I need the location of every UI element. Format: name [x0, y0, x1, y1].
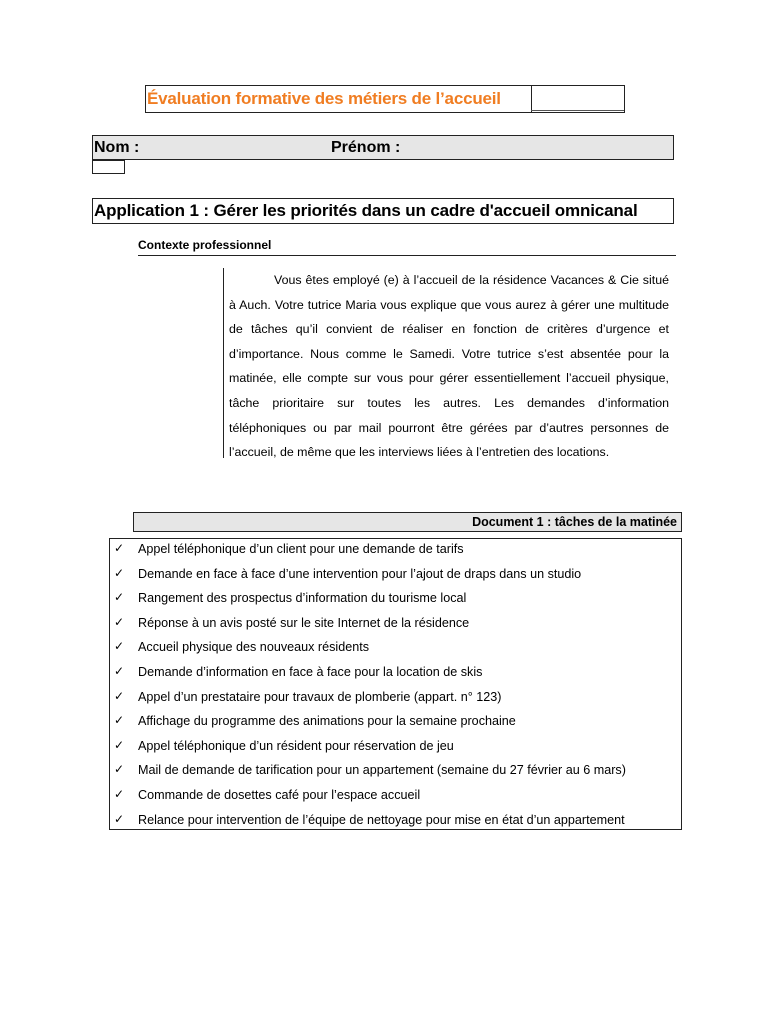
- task-item: [110, 760, 681, 785]
- check-icon: ✓: [114, 811, 125, 826]
- check-icon: ✓: [114, 590, 125, 605]
- small-empty-cell: [92, 160, 125, 174]
- check-icon: ✓: [114, 713, 125, 728]
- task-item: [110, 613, 681, 638]
- task-item: [110, 539, 681, 564]
- task-text: Réponse à un avis posté sur le site Internet de la résidence: [138, 615, 470, 630]
- check-icon: ✓: [114, 786, 125, 801]
- check-icon: ✓: [114, 614, 125, 629]
- task-item: [110, 637, 681, 662]
- task-text: Appel téléphonique d’un client pour une demande de tarifs: [138, 542, 464, 556]
- check-icon: ✓: [114, 737, 125, 752]
- check-icon: ✓: [114, 565, 125, 580]
- document-header: [133, 512, 682, 532]
- student-name-box: [92, 135, 674, 160]
- task-text: Mail de demande de tarification pour un appartement (semaine du 27 février au 6 mars): [138, 763, 626, 778]
- task-text: Appel d’un prestataire pour travaux de plomberie (appart. n° 123): [138, 689, 502, 704]
- document-header-label: Document 1 : tâches de la matinée: [472, 515, 677, 529]
- task-item: [110, 810, 681, 835]
- task-item: [110, 687, 681, 712]
- task-item: [110, 711, 681, 736]
- application-title-box: [92, 198, 674, 224]
- task-text: Rangement des prospectus d’information du tourisme local: [138, 591, 467, 606]
- task-text: Demande d’information en face à face pour la location de skis: [138, 664, 483, 679]
- application-title: Application 1 : Gérer les priorités dans un cadre d'accueil omnicanal: [94, 201, 638, 220]
- task-text: Accueil physique des nouveaux résidents: [138, 640, 370, 655]
- task-list-box: [109, 538, 682, 830]
- task-item: [110, 662, 681, 687]
- task-item: [110, 588, 681, 613]
- check-icon: ✓: [114, 762, 125, 777]
- task-list: [110, 539, 681, 834]
- check-icon: ✓: [114, 639, 125, 654]
- task-item: [110, 564, 681, 589]
- check-icon: ✓: [114, 663, 125, 678]
- task-item: [110, 736, 681, 761]
- task-text: Relance pour intervention de l’équipe de nettoyage pour mise en état d’un appartement: [138, 812, 625, 827]
- prenom-label: Prénom :: [331, 139, 401, 156]
- context-paragraph: Vous êtes employé (e) à l’accueil de la résidence Vacances & Cie situé à Auch. Votre tutrice Maria vous explique que vous aurez à gérer une multitude de tâches qu’il convient de réaliser en fonction de critères d’urgence et d’importance. Nous comme le Samedi. Votre tutrice s’est absentée pour la matinée, elle compte sur vous pour gérer essentiellement l’accueil physique, tâche prioritaire sur toutes les autres. Les demandes d’information téléphoniques ou par mail pourront être gérées par d’autres personnes de l’accueil, de même que les interviews liées à l’entretien des locations.: [229, 273, 669, 460]
- title-box: [145, 85, 625, 113]
- title-empty-cell: [531, 86, 624, 111]
- task-text: Demande en face à face d’une intervention pour l’ajout de draps dans un studio: [138, 566, 582, 581]
- context-body: [223, 268, 669, 458]
- context-heading: Contexte professionnel: [138, 238, 676, 256]
- task-text: Appel téléphonique d’un résident pour réservation de jeu: [138, 738, 454, 753]
- page-title: Évaluation formative des métiers de l’accueil: [146, 86, 532, 112]
- check-icon: ✓: [114, 541, 125, 555]
- task-item: [110, 785, 681, 810]
- nom-label: Nom :: [94, 139, 140, 156]
- check-icon: ✓: [114, 688, 125, 703]
- task-text: Commande de dosettes café pour l’espace accueil: [138, 787, 421, 802]
- task-text: Affichage du programme des animations pour la semaine prochaine: [138, 714, 516, 729]
